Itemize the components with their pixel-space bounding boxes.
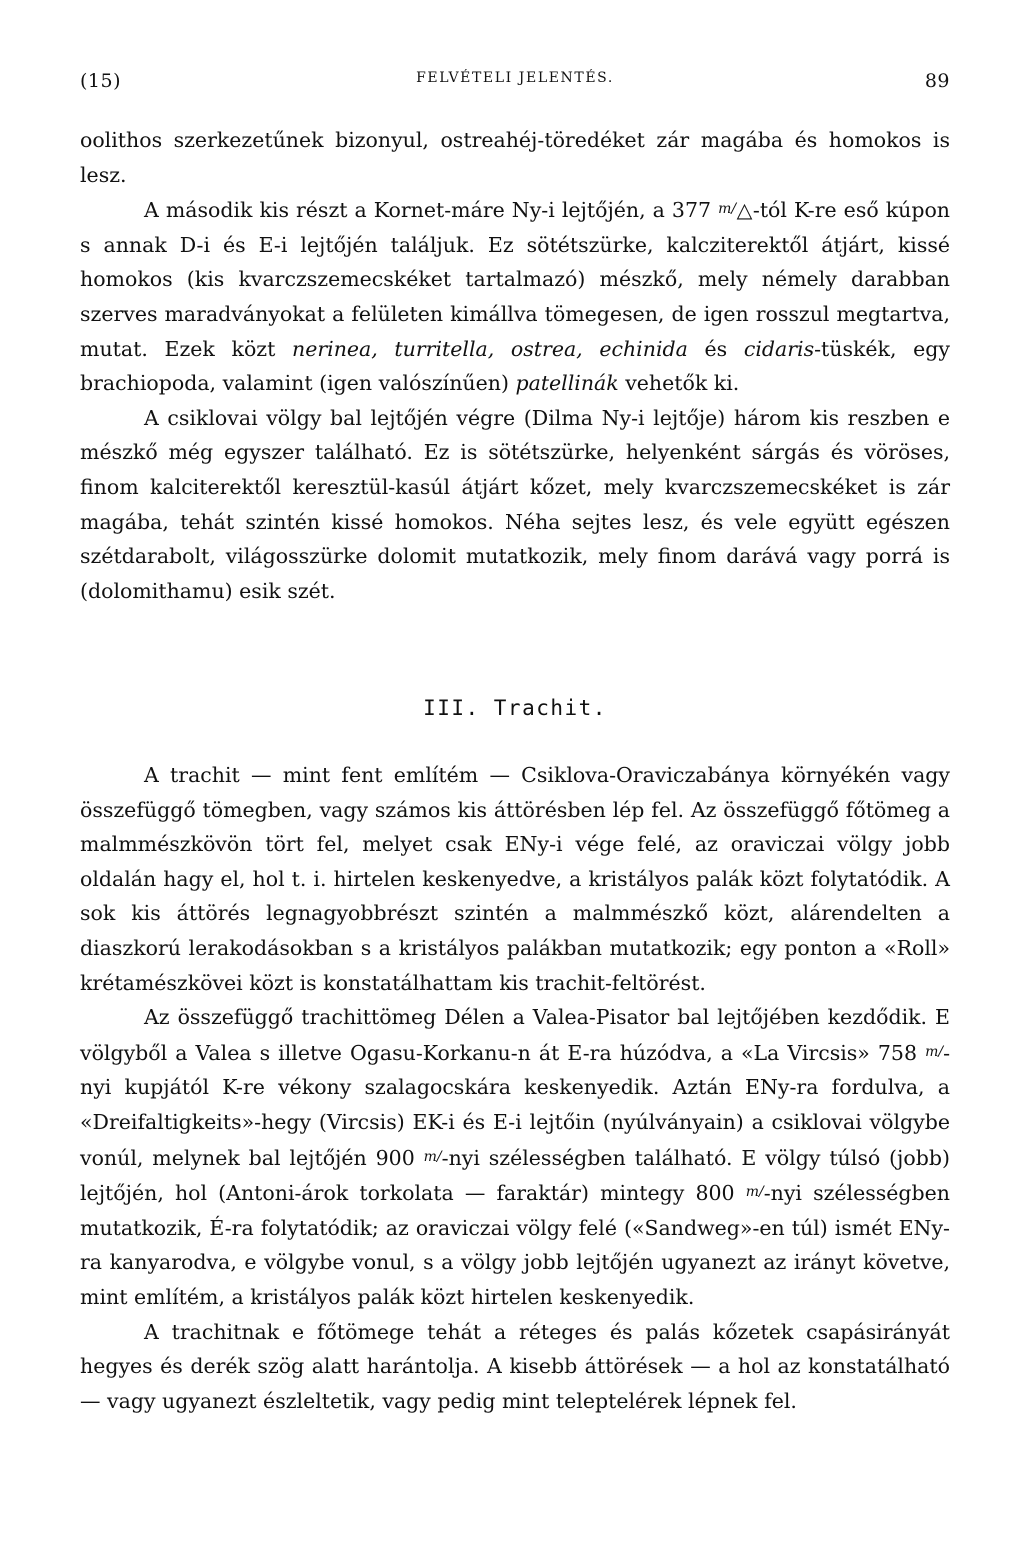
paragraph: A trachitnak e főtömege tehát a réteges és palás kőzetek csapásirányát hegyes és derék szög alatt harántolja. A kisebb áttörések — a hol az konstatálható — vagy ugyanezt észleltetik, vagy pedig mint teleptelérek lépnek fel. bbox=[80, 1319, 950, 1413]
unit-meter: m/ bbox=[925, 1043, 944, 1060]
section-title: III. Trachit. bbox=[423, 696, 607, 720]
running-title: FELVÉTELI JELENTÉS. bbox=[416, 70, 614, 86]
unit-meter: m/ bbox=[745, 1184, 764, 1201]
paragraph: A második kis részt a Kornet-máre Ny-i lejtőjén, a 377 m/△-tól K-re eső kúpon s annak D-i és E-i lejtőjén találjuk. Ez sötétszürke, kalcziterektől átjárt, kissé homokos (kis kvarczszemecskéket tartalmazó) mészkő, mely némely darabban szerves maradványokat a felületen kimállva tömegesen, de igen rosszul megtartva, mutat. Ezek közt nerinea, turritella, ostrea, echinida és cidaris-tüskék, egy brachiopoda, valamint (igen valószínűen) patellinák vehetők ki. bbox=[80, 198, 950, 396]
paragraph: oolithos szerkezetűnek bizonyul, ostreahéj-töredéket zár magába és homokos is lesz. bbox=[80, 128, 950, 187]
unit-meter: m/ bbox=[423, 1148, 442, 1165]
paragraph: Az összefüggő trachittömeg Délen a Valea-Pisator bal lejtőjében kezdődik. E völgyből a Valea s illetve Ogasu-Korkanu-n át E-ra húzódva, a «La Vircsis» 758 m/-nyi kupjától K-re vékony szalagocskára keskenyedik. Aztán ENy-ra fordulva, a «Dreifaltigkeits»-hegy (Vircsis) EK-i és E-i lejtőin (nyúlványain) a csiklovai völgybe vonúl, melynek bal lejtőjén 900 m/-nyi szélességben található. E völgy túlsó (jobb) lejtőjén, hol (Antoni-árok torkolata — faraktár) mintegy 800 m/-nyi szélességben mutatkozik, É-ra folytatódik; az oraviczai völgy felé («Sandweg»-en túl) ismét ENy-ra kanyarodva, e völgybe vonul, s a völgy jobb lejtőjén ugyanezt az irányt követve, mint említém, a kristályos palák közt hirtelen keskenyedik. bbox=[80, 1005, 951, 1309]
section-trachyte bbox=[80, 758, 950, 1418]
triangle-symbol: △ bbox=[736, 198, 753, 223]
paragraph: A csiklovai völgy bal lejtőjén végre (Dilma Ny-i lejtője) három kis reszben e mészkő még egyszer található. Ez is sötétszürke, helyenként sárgás és vöröses, finom kalciterektől keresztül-kasúl átjárt kőzet, mely kvarczszemecskéket is zár magába, tehát szintén kissé homokos. Néha sejtes lesz, és vele együtt egészen szétdarabolt, világosszürke dolomit mutatkozik, mely finom darává vagy porrá is (dolomithamu) esik szét. bbox=[80, 405, 950, 603]
paragraph: A trachit — mint fent említém — Csiklova-Oraviczabánya környékén vagy összefüggő tömegben, vagy számos kis áttörésben lép fel. Az összefüggő főtömeg a malmmészkövön tört fel, melyet csak ENy-i vége felé, az oraviczai völgy jobb oldalán hagy el, hol t. i. hirtelen keskenyedve, a kristályos palák közt folytatódik. A sok kis áttörés legnagyobbrészt szintén a malmmészkő közt, alárendelten a diaszkorú lerakodásokban s a kristályos palákban mutatkozik; egy ponton a «Roll» krétamészkövei közt is konstatálhattam kis trachit-feltörést. bbox=[80, 763, 950, 995]
section-limestone bbox=[80, 123, 950, 608]
page-header bbox=[80, 66, 950, 106]
page-number: 89 bbox=[924, 70, 950, 92]
unit-meter: m/ bbox=[718, 201, 737, 218]
page-ref: (15) bbox=[80, 70, 122, 92]
